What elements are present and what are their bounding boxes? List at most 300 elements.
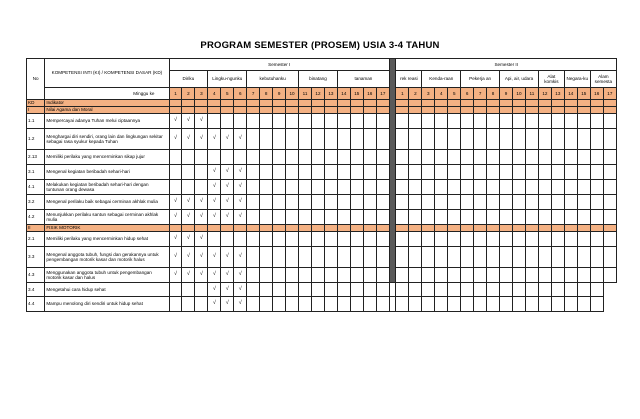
row-indicator: Mengetahui cara hidup sehat — [45, 283, 169, 297]
week-cell — [247, 195, 260, 210]
week-cell — [538, 283, 551, 297]
week-cell — [350, 283, 363, 297]
week-header-s2: 9 — [500, 88, 513, 100]
week-cell — [409, 247, 422, 268]
week-header-s2: 16 — [590, 88, 603, 100]
week-cell — [513, 297, 526, 312]
week-cell — [603, 107, 616, 114]
week-cell — [590, 165, 603, 180]
week-cell — [299, 129, 312, 150]
week-cell: √ — [208, 210, 221, 225]
week-cell — [422, 195, 435, 210]
week-cell — [376, 100, 389, 107]
week-cell — [247, 247, 260, 268]
week-cell — [234, 107, 247, 114]
week-cell — [538, 129, 551, 150]
week-cell: √ — [169, 247, 182, 268]
week-cell — [577, 247, 590, 268]
row-number: 1.2 — [27, 129, 45, 150]
week-cell: √ — [182, 129, 195, 150]
week-cell — [513, 225, 526, 232]
row-number: I — [27, 107, 45, 114]
week-cell: √ — [169, 210, 182, 225]
week-cell — [286, 247, 299, 268]
week-cell — [169, 297, 182, 312]
week-cell — [350, 150, 363, 165]
week-cell — [551, 114, 564, 129]
week-cell — [538, 247, 551, 268]
row-number: 1.1 — [27, 114, 45, 129]
theme-negaraku: Negara-ku — [564, 71, 590, 88]
week-cell — [461, 100, 474, 107]
page-title: PROGRAM SEMESTER (PROSEM) USIA 3-4 TAHUN — [200, 40, 440, 51]
week-cell — [422, 232, 435, 247]
row-number: 4.4 — [27, 297, 45, 312]
week-cell — [324, 297, 337, 312]
week-cell — [525, 232, 538, 247]
week-cell — [487, 268, 500, 283]
week-cell — [363, 210, 376, 225]
week-cell — [376, 283, 389, 297]
week-cell — [603, 150, 616, 165]
week-cell — [350, 100, 363, 107]
week-cell — [422, 247, 435, 268]
header-semester-1: Semester I — [169, 59, 389, 71]
week-cell — [525, 180, 538, 195]
week-cell — [435, 297, 448, 312]
week-cell — [474, 297, 487, 312]
week-cell: √ — [169, 195, 182, 210]
week-cell: √ — [169, 114, 182, 129]
week-cell — [337, 225, 350, 232]
week-cell — [311, 114, 324, 129]
week-cell — [590, 268, 603, 283]
week-cell — [337, 283, 350, 297]
week-cell — [513, 150, 526, 165]
week-cell — [551, 283, 564, 297]
week-cell: √ — [182, 114, 195, 129]
week-cell: √ — [169, 232, 182, 247]
week-cell — [396, 180, 409, 195]
week-cell — [500, 100, 513, 107]
week-cell — [299, 150, 312, 165]
week-cell — [564, 150, 577, 165]
week-cell — [461, 165, 474, 180]
week-cell — [448, 232, 461, 247]
week-cell — [461, 129, 474, 150]
week-cell — [350, 114, 363, 129]
week-cell — [461, 114, 474, 129]
week-cell — [396, 100, 409, 107]
week-cell — [590, 283, 603, 297]
week-header-s2: 2 — [409, 88, 422, 100]
week-cell — [363, 114, 376, 129]
week-cell: √ — [208, 180, 221, 195]
week-cell — [513, 283, 526, 297]
week-cell — [169, 225, 182, 232]
week-cell — [487, 165, 500, 180]
week-cell — [474, 232, 487, 247]
week-cell — [182, 180, 195, 195]
week-cell — [247, 297, 260, 312]
week-cell — [273, 165, 286, 180]
week-cell — [409, 232, 422, 247]
week-cell — [363, 180, 376, 195]
week-cell — [500, 180, 513, 195]
week-cell — [500, 297, 513, 312]
week-cell — [376, 297, 389, 312]
week-cell — [286, 210, 299, 225]
week-cell — [551, 232, 564, 247]
week-cell — [513, 180, 526, 195]
table-row — [27, 100, 617, 107]
week-cell — [487, 129, 500, 150]
week-cell — [324, 283, 337, 297]
week-cell — [603, 129, 616, 150]
week-cell — [363, 247, 376, 268]
week-cell — [350, 247, 363, 268]
week-cell — [590, 129, 603, 150]
week-header-s1: 11 — [299, 88, 312, 100]
header-semester-2: Semester II — [396, 59, 617, 71]
week-cell — [538, 114, 551, 129]
week-cell — [260, 180, 273, 195]
week-cell — [324, 100, 337, 107]
row-number: 4.2 — [27, 210, 45, 225]
week-cell — [396, 107, 409, 114]
week-cell — [247, 129, 260, 150]
week-cell — [286, 165, 299, 180]
week-cell — [324, 165, 337, 180]
week-cell: √ — [195, 114, 208, 129]
week-header-s2: 14 — [564, 88, 577, 100]
week-cell — [195, 107, 208, 114]
week-cell: √ — [208, 268, 221, 283]
week-cell — [525, 129, 538, 150]
week-cell — [603, 195, 616, 210]
week-cell: √ — [234, 268, 247, 283]
week-cell — [409, 195, 422, 210]
week-cell — [474, 114, 487, 129]
week-cell — [221, 114, 234, 129]
week-cell — [311, 129, 324, 150]
week-cell — [409, 165, 422, 180]
week-cell — [513, 232, 526, 247]
row-number: 2.1 — [27, 232, 45, 247]
week-cell — [234, 100, 247, 107]
week-cell — [435, 247, 448, 268]
week-cell — [551, 165, 564, 180]
week-cell — [448, 283, 461, 297]
week-cell — [525, 210, 538, 225]
week-header-s1: 10 — [286, 88, 299, 100]
week-cell — [448, 297, 461, 312]
week-cell — [435, 150, 448, 165]
theme-alat-komkis: Alat komkis — [538, 71, 564, 88]
week-cell — [286, 195, 299, 210]
week-cell — [525, 150, 538, 165]
week-header-s2: 10 — [513, 88, 526, 100]
week-cell — [350, 180, 363, 195]
week-cell: √ — [208, 297, 221, 312]
week-cell — [538, 165, 551, 180]
table-row — [27, 225, 617, 232]
week-cell — [273, 180, 286, 195]
row-indicator: Melakukan kegiatan beribadah sehari-hari dengan tuntunan orang dewasa — [45, 180, 169, 195]
week-cell — [564, 283, 577, 297]
week-cell — [448, 195, 461, 210]
row-number: 4.1 — [27, 180, 45, 195]
week-cell — [311, 225, 324, 232]
week-cell — [551, 180, 564, 195]
week-cell — [247, 268, 260, 283]
week-cell — [603, 225, 616, 232]
week-cell — [525, 283, 538, 297]
week-cell — [564, 232, 577, 247]
week-cell — [538, 268, 551, 283]
week-cell — [538, 180, 551, 195]
week-cell — [409, 150, 422, 165]
theme-pekerjaan: Pekerja an — [461, 71, 500, 88]
week-cell — [350, 297, 363, 312]
week-cell: √ — [221, 283, 234, 297]
week-cell — [299, 232, 312, 247]
week-cell — [311, 107, 324, 114]
week-cell — [461, 283, 474, 297]
week-cell — [169, 165, 182, 180]
week-cell — [603, 100, 616, 107]
week-header-s1: 8 — [260, 88, 273, 100]
row-number: 2.13 — [27, 150, 45, 165]
week-header-s1: 17 — [376, 88, 389, 100]
week-cell — [169, 150, 182, 165]
table-row — [27, 107, 617, 114]
week-cell — [461, 107, 474, 114]
week-cell — [603, 114, 616, 129]
week-cell — [500, 283, 513, 297]
row-number: 4.3 — [27, 268, 45, 283]
week-cell — [324, 180, 337, 195]
table-row — [27, 129, 617, 150]
week-cell — [260, 247, 273, 268]
week-cell — [487, 180, 500, 195]
week-cell: √ — [221, 210, 234, 225]
week-header-s2: 1 — [396, 88, 409, 100]
week-cell — [169, 100, 182, 107]
week-cell — [435, 107, 448, 114]
week-cell — [273, 114, 286, 129]
week-cell — [195, 100, 208, 107]
week-header-s2: 15 — [577, 88, 590, 100]
week-cell — [396, 129, 409, 150]
week-cell — [324, 114, 337, 129]
week-cell — [487, 195, 500, 210]
week-cell — [337, 180, 350, 195]
week-cell — [363, 129, 376, 150]
week-cell — [350, 210, 363, 225]
week-cell: √ — [182, 195, 195, 210]
week-cell — [221, 107, 234, 114]
week-header-s1: 3 — [195, 88, 208, 100]
week-cell — [525, 225, 538, 232]
week-cell — [422, 225, 435, 232]
week-cell — [577, 150, 590, 165]
week-cell: √ — [208, 283, 221, 297]
week-cell — [577, 129, 590, 150]
week-header-s2: 6 — [461, 88, 474, 100]
week-cell — [247, 114, 260, 129]
week-cell — [422, 180, 435, 195]
week-cell — [286, 232, 299, 247]
table-row — [27, 165, 617, 180]
week-cell — [324, 195, 337, 210]
week-cell — [474, 129, 487, 150]
week-cell — [337, 100, 350, 107]
week-header-s2: 4 — [435, 88, 448, 100]
week-cell — [461, 210, 474, 225]
week-cell — [286, 283, 299, 297]
week-cell: √ — [208, 165, 221, 180]
week-cell — [182, 283, 195, 297]
week-cell — [311, 268, 324, 283]
week-cell — [448, 268, 461, 283]
theme-api-air-udara: Api, air, udara — [500, 71, 539, 88]
week-cell — [500, 225, 513, 232]
week-header-s1: 1 — [169, 88, 182, 100]
week-cell: √ — [208, 129, 221, 150]
week-cell: √ — [221, 180, 234, 195]
week-cell — [422, 107, 435, 114]
week-header-s2: 12 — [538, 88, 551, 100]
week-cell — [324, 232, 337, 247]
row-number: 3.1 — [27, 165, 45, 180]
week-cell — [487, 100, 500, 107]
week-cell — [590, 210, 603, 225]
week-cell — [350, 107, 363, 114]
week-cell — [195, 150, 208, 165]
week-cell — [577, 180, 590, 195]
week-cell — [311, 150, 324, 165]
week-cell — [448, 210, 461, 225]
week-cell — [376, 107, 389, 114]
week-cell: √ — [182, 210, 195, 225]
row-indicator: FISIK MOTORIK — [45, 225, 169, 232]
week-cell — [337, 268, 350, 283]
week-cell — [577, 283, 590, 297]
week-cell — [564, 165, 577, 180]
week-cell — [500, 150, 513, 165]
week-cell — [363, 165, 376, 180]
week-cell — [577, 225, 590, 232]
table-row — [27, 297, 617, 312]
week-cell — [564, 297, 577, 312]
theme-binatang: binatang — [299, 71, 338, 88]
week-cell — [247, 150, 260, 165]
week-cell — [169, 107, 182, 114]
theme-kendaraan: Kenda-raan — [422, 71, 461, 88]
week-cell — [538, 195, 551, 210]
week-cell: √ — [195, 232, 208, 247]
row-indicator: Menghargai diri sendiri, orang lain dan lingkungan sekitar sebagai rasa syukur kepada Tuhan — [45, 129, 169, 150]
week-header-s1: 16 — [363, 88, 376, 100]
week-cell — [299, 247, 312, 268]
week-cell — [324, 150, 337, 165]
week-cell — [299, 268, 312, 283]
week-cell — [260, 165, 273, 180]
week-cell — [260, 297, 273, 312]
week-cell — [551, 195, 564, 210]
week-cell — [299, 114, 312, 129]
week-cell — [273, 225, 286, 232]
week-cell — [590, 107, 603, 114]
week-cell — [169, 283, 182, 297]
week-cell — [487, 114, 500, 129]
week-header-s1: 15 — [350, 88, 363, 100]
week-cell — [500, 247, 513, 268]
week-cell — [286, 225, 299, 232]
week-cell — [311, 100, 324, 107]
week-cell — [448, 114, 461, 129]
week-cell — [513, 247, 526, 268]
week-cell — [247, 165, 260, 180]
theme-lingkunganku: Lingku-ngunku — [208, 71, 247, 88]
week-cell — [564, 107, 577, 114]
week-cell — [487, 225, 500, 232]
week-cell — [350, 195, 363, 210]
week-cell — [286, 268, 299, 283]
week-cell — [422, 165, 435, 180]
week-header-s2: 17 — [603, 88, 616, 100]
week-header-s1: 2 — [182, 88, 195, 100]
week-cell — [551, 297, 564, 312]
week-cell — [247, 232, 260, 247]
week-cell — [538, 225, 551, 232]
row-indicator: Menggunakan anggota tubuh untuk pengembangan motorik kasar dan halus — [45, 268, 169, 283]
week-cell — [273, 150, 286, 165]
week-cell — [286, 180, 299, 195]
week-cell — [474, 180, 487, 195]
week-cell — [299, 210, 312, 225]
week-cell — [247, 100, 260, 107]
week-cell — [182, 107, 195, 114]
week-cell — [590, 247, 603, 268]
week-cell — [435, 225, 448, 232]
week-cell — [182, 225, 195, 232]
week-cell — [538, 100, 551, 107]
week-cell — [208, 232, 221, 247]
table-row — [27, 232, 617, 247]
week-cell — [221, 100, 234, 107]
week-cell: √ — [234, 180, 247, 195]
table-row — [27, 150, 617, 165]
week-cell — [337, 150, 350, 165]
week-cell — [487, 232, 500, 247]
week-cell — [500, 114, 513, 129]
week-cell — [182, 165, 195, 180]
week-cell — [603, 180, 616, 195]
week-cell: √ — [195, 247, 208, 268]
week-cell — [564, 100, 577, 107]
week-cell — [461, 225, 474, 232]
week-cell — [538, 210, 551, 225]
week-header-s2: 5 — [448, 88, 461, 100]
week-cell — [350, 232, 363, 247]
row-number: 3.4 — [27, 283, 45, 297]
week-cell — [208, 150, 221, 165]
week-cell: √ — [234, 195, 247, 210]
week-cell — [260, 283, 273, 297]
week-cell: √ — [208, 247, 221, 268]
